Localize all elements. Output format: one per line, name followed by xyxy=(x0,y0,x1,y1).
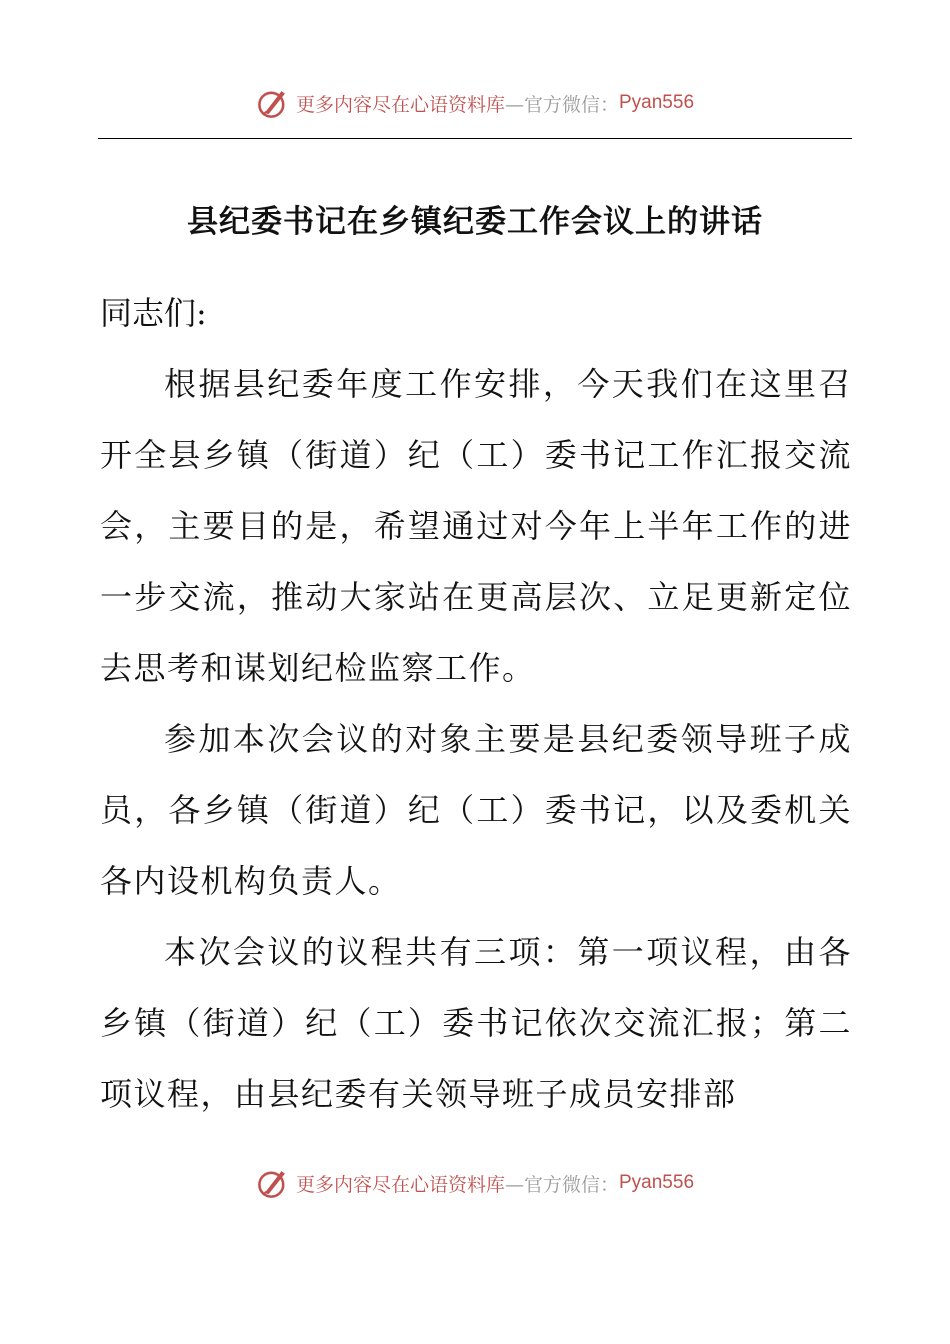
quill-pen-logo-icon xyxy=(256,1166,290,1200)
banner-main-text: 更多内容尽在心语资料库 xyxy=(295,1173,505,1196)
header-banner xyxy=(0,86,950,120)
document-title: 县纪委书记在乡镇纪委工作会议上的讲话 xyxy=(187,204,763,240)
banner-wechat-id: Pyan556 xyxy=(619,1172,695,1193)
banner-wechat-id: Pyan556 xyxy=(619,92,695,113)
paragraph-3: 本次会议的议程共有三项：第一项议程，由各乡镇（街道）纪（工）委书记依次交流汇报；第二项议程，由县纪委有关领导班子成员安排部 xyxy=(100,933,852,1113)
paragraph-2: 参加本次会议的对象主要是县纪委领导班子成员，各乡镇（街道）纪（工）委书记，以及委机关各内设机构负责人。 xyxy=(100,720,852,900)
header-divider xyxy=(98,138,852,139)
document-body xyxy=(100,278,852,1130)
banner-wechat-label: —官方微信： xyxy=(504,93,619,116)
footer-banner xyxy=(0,1166,950,1200)
banner-wechat-label: —官方微信： xyxy=(504,1173,619,1196)
paragraph-1: 根据县纪委年度工作安排，今天我们在这里召开全县乡镇（街道）纪（工）委书记工作汇报交流会，主要目的是，希望通过对今年上半年工作的进一步交流，推动大家站在更高层次、立足更新定位去思考和谋划纪检监察工作。 xyxy=(100,365,852,687)
quill-pen-logo-icon xyxy=(256,86,290,120)
banner-main-text: 更多内容尽在心语资料库 xyxy=(295,93,505,116)
salutation: 同志们: xyxy=(100,294,207,332)
